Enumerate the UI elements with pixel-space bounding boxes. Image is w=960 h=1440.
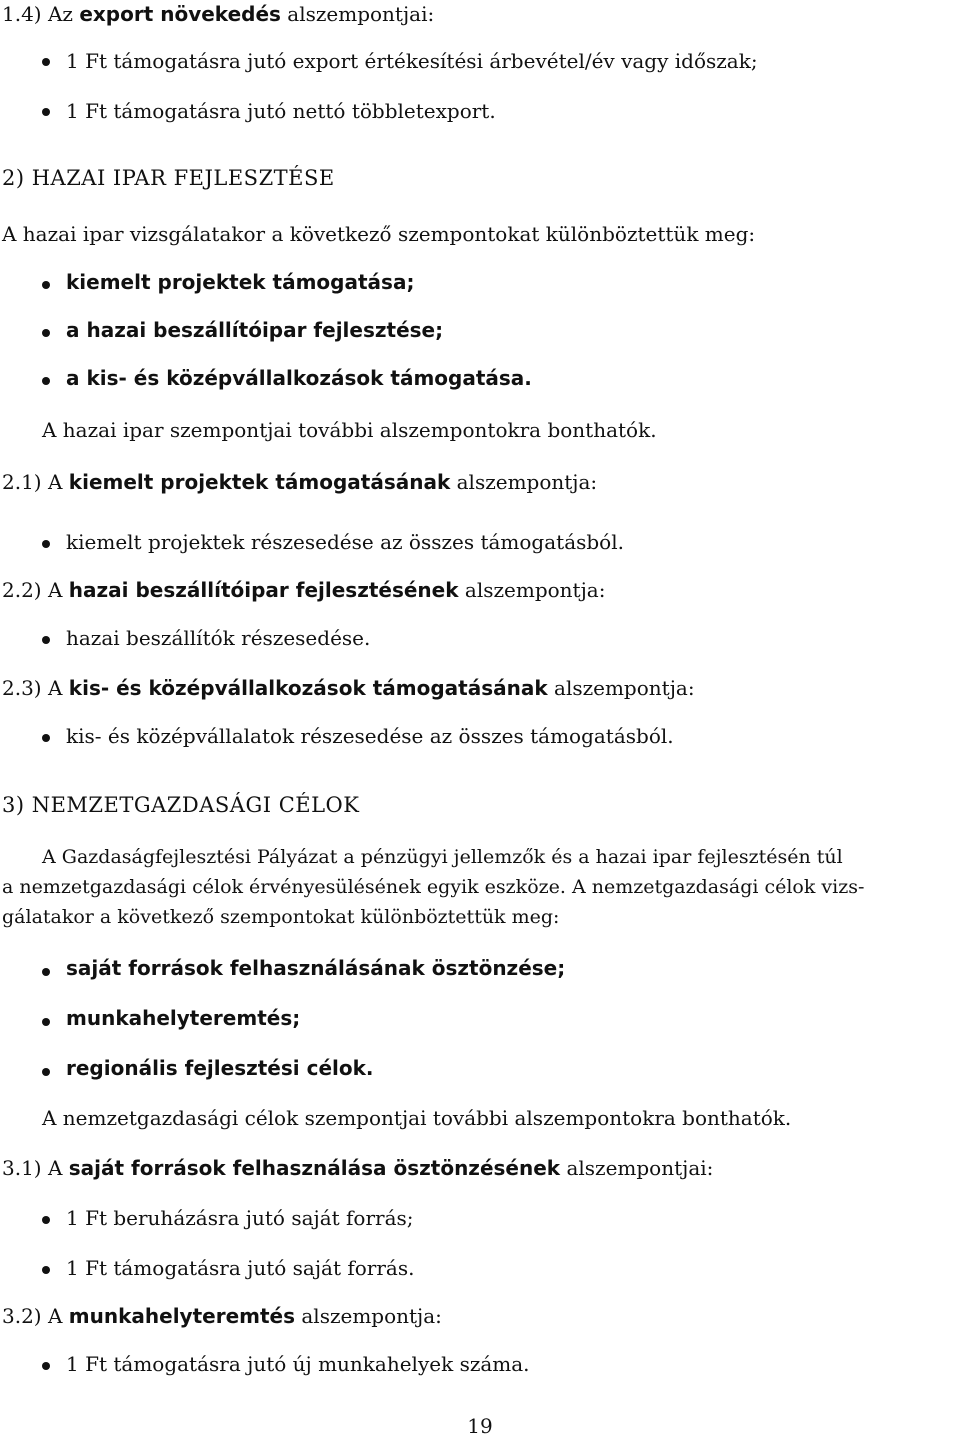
bullet-icon (42, 968, 50, 976)
list-item: 1 Ft támogatásra jutó nettó többletexport. (66, 99, 496, 123)
list-item: a hazai beszállítóipar fejlesztése; (66, 318, 444, 342)
section-3-paragraph-line: a nemzetgazdasági célok érvényesülésének egyik eszköze. A nemzetgazdasági célok vizs- (2, 876, 865, 898)
subsection-2-1-bold: kiemelt projektek támogatásának (68, 470, 451, 494)
bullet-icon (42, 540, 50, 548)
list-item: 1 Ft támogatásra jutó új munkahelyek száma. (66, 1352, 530, 1376)
list-item: kiemelt projektek részesedése az összes támogatásból. (66, 530, 624, 554)
section-3-heading: 3) NEMZETGAZDASÁGI CÉLOK (2, 793, 360, 817)
bullet-icon (42, 1362, 50, 1370)
subsection-2-2-title: 2.2) A hazai beszállítóipar fejlesztésének alszempontja: (2, 578, 606, 602)
list-item: regionális fejlesztési célok. (66, 1056, 374, 1080)
subsection-3-1-bold: saját források felhasználása ösztönzésének (68, 1156, 561, 1180)
page-number: 19 (467, 1414, 493, 1438)
list-item: 1 Ft beruházásra jutó saját forrás; (66, 1206, 414, 1230)
section-3-paragraph-line: gálatakor a következő szempontokat különböztettük meg: (2, 906, 560, 928)
subsection-3-1-title: 3.1) A saját források felhasználása ösztönzésének alszempontjai: (2, 1156, 714, 1180)
list-item: saját források felhasználásának ösztönzése; (66, 956, 566, 980)
section-2-heading: 2) HAZAI IPAR FEJLESZTÉSE (2, 166, 335, 190)
bullet-icon (42, 108, 50, 116)
bullet-icon (42, 281, 50, 289)
bullet-icon (42, 377, 50, 385)
subsection-3-2-title: 3.2) A munkahelyteremtés alszempontja: (2, 1304, 442, 1328)
bullet-icon (42, 636, 50, 644)
subsection-2-3-title: 2.3) A kis- és középvállalkozások támogatásának alszempontja: (2, 676, 695, 700)
section-2-intro: A hazai ipar vizsgálatakor a következő szempontokat különböztettük meg: (2, 222, 756, 246)
list-item: kis- és középvállalatok részesedése az összes támogatásból. (66, 724, 674, 748)
subsection-2-3-bold: kis- és középvállalkozások támogatásának (68, 676, 548, 700)
list-item: hazai beszállítók részesedése. (66, 626, 371, 650)
subsection-3-2-bold: munkahelyteremtés (68, 1304, 296, 1328)
bullet-icon (42, 1216, 50, 1224)
bullet-icon (42, 734, 50, 742)
bullet-icon (42, 329, 50, 337)
bullet-icon (42, 1266, 50, 1274)
section-3-outro: A nemzetgazdasági célok szempontjai további alszempontokra bonthatók. (42, 1106, 792, 1130)
subsection-2-1-title: 2.1) A kiemelt projektek támogatásának alszempontja: (2, 470, 598, 494)
list-item: a kis- és középvállalkozások támogatása. (66, 366, 532, 390)
list-item: munkahelyteremtés; (66, 1006, 301, 1030)
list-item: kiemelt projektek támogatása; (66, 270, 415, 294)
subsection-2-2-bold: hazai beszállítóipar fejlesztésének (68, 578, 459, 602)
bullet-icon (42, 1018, 50, 1026)
section-3-paragraph-line: A Gazdaságfejlesztési Pályázat a pénzügyi jellemzők és a hazai ipar fejlesztésén túl (42, 846, 843, 868)
section-2-outro: A hazai ipar szempontjai további alszempontokra bonthatók. (42, 418, 657, 442)
bullet-icon (42, 1068, 50, 1076)
subsection-1-4-bold: export növekedés (79, 2, 281, 26)
bullet-icon (42, 58, 50, 66)
list-item: 1 Ft támogatásra jutó export értékesítési árbevétel/év vagy időszak; (66, 49, 758, 73)
subsection-1-4-title: 1.4) Az export növekedés alszempontjai: (2, 2, 435, 26)
list-item: 1 Ft támogatásra jutó saját forrás. (66, 1256, 415, 1280)
